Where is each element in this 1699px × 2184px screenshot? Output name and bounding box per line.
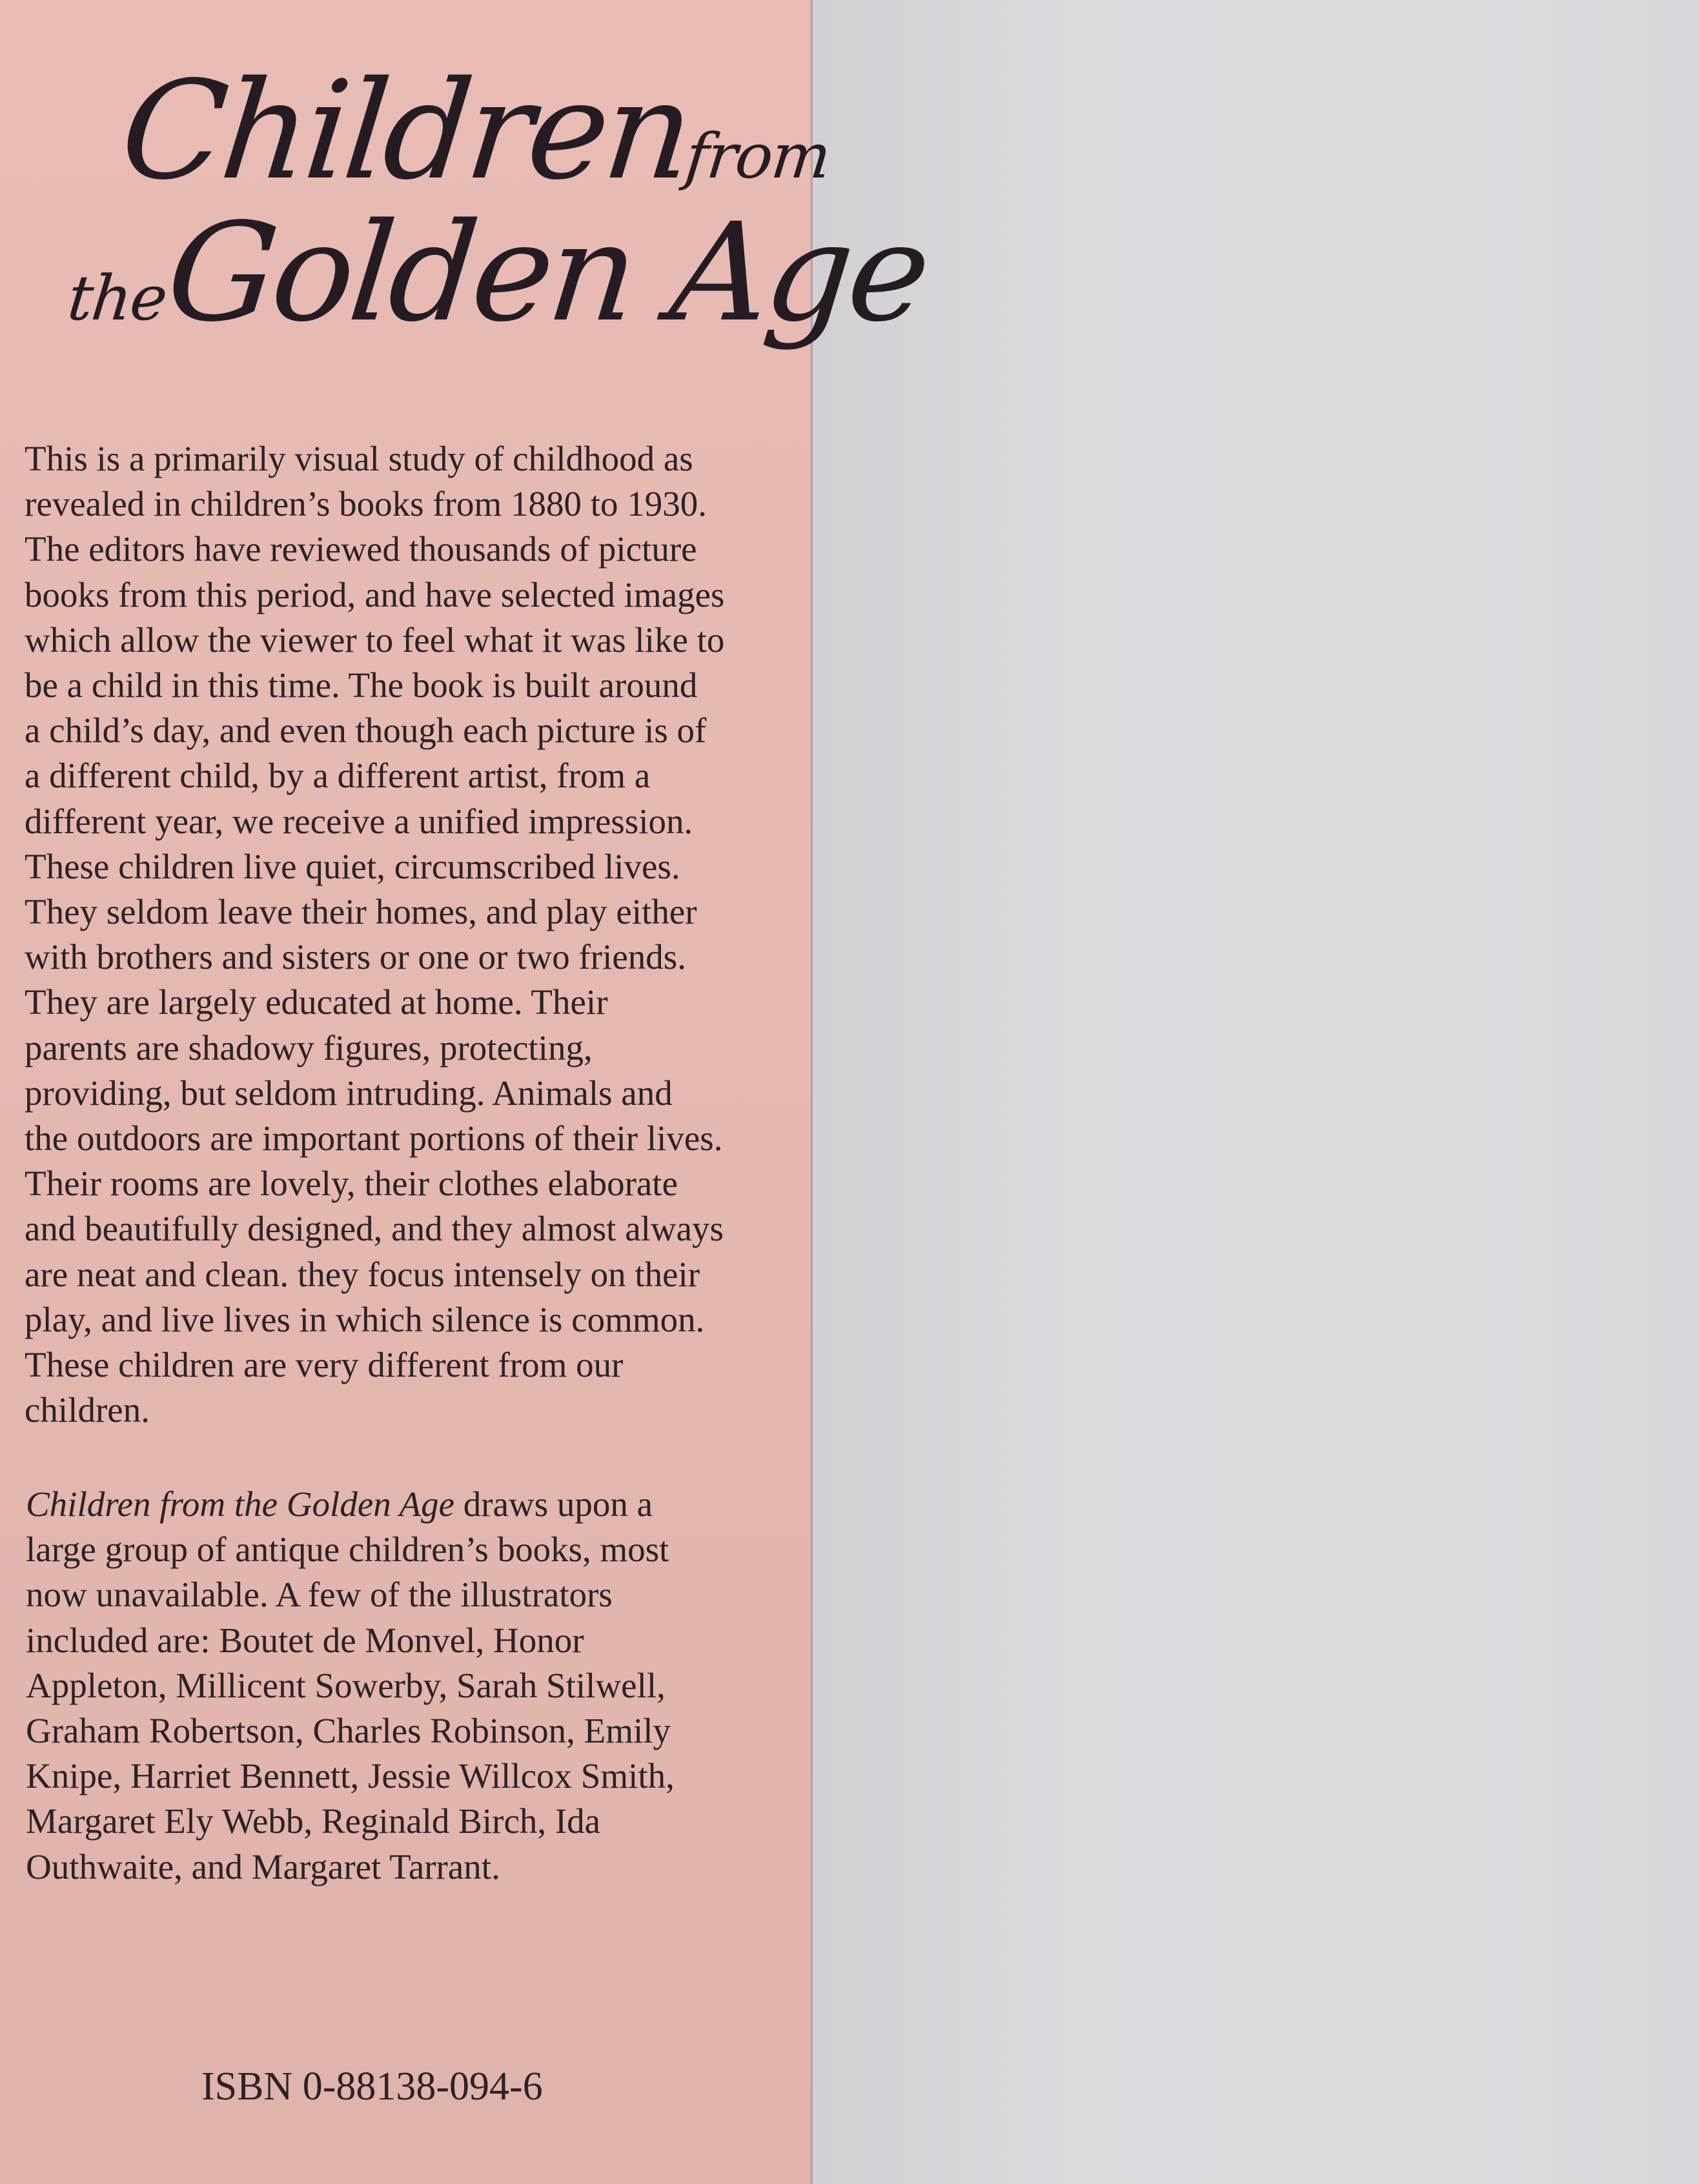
title-word-children: Children [114,52,697,210]
title-word-the: the [64,262,170,334]
description-paragraph-1: This is a primarily visual study of childhood as revealed in children’s books from 1880 to 1930. The editors have reviewed thousands of picture books from this period, and have selected images which allow the viewer to feel what it was like to be a child in this time. The book is built around a child’s day, and even though each picture is of a different child, by a different artist, from a different year, we receive a unified impression. These children live quiet, circumscribed lives. They seldom leave their homes, and play either with brothers and sisters or one or two friends. They are largely educated at home. Their parents are shadowy figures, protecting, providing, but seldom intruding. Animals and the outdoors are important portions of their lives. Their rooms are lovely, their clothes elaborate and beautifully designed, and they almost always are neat and clean. they focus intensely on their play, and live lives in which silence is common. These children are very different from our children. [25,439,725,1430]
title-words-golden-age: Golden Age [160,194,934,352]
book-title-italic: Children from the Golden Age [26,1484,455,1524]
title-line-1 [114,52,840,210]
title-word-from: from [682,120,833,192]
title-line-2 [63,194,933,352]
blank-endpaper [813,0,1699,2184]
description-paragraph-2 [26,1482,788,1890]
isbn-number: ISBN 0-88138-094-6 [201,2065,543,2108]
illustrators-text: draws upon a large group of antique children’s books, most now unavailable. A few of the illustrators included are: Boutet de Monvel, Honor Appleton, Millicent Sowerby, Sarah Stilwell, Graham Robertson, Charles Robinson, Emily Knipe, Harriet Bennett, Jessie Willcox Smith, Margaret Ely Webb, Reginald Birch, Ida Outhwaite, and Margaret Tarrant. [26,1484,675,1886]
book-title [64,39,934,361]
